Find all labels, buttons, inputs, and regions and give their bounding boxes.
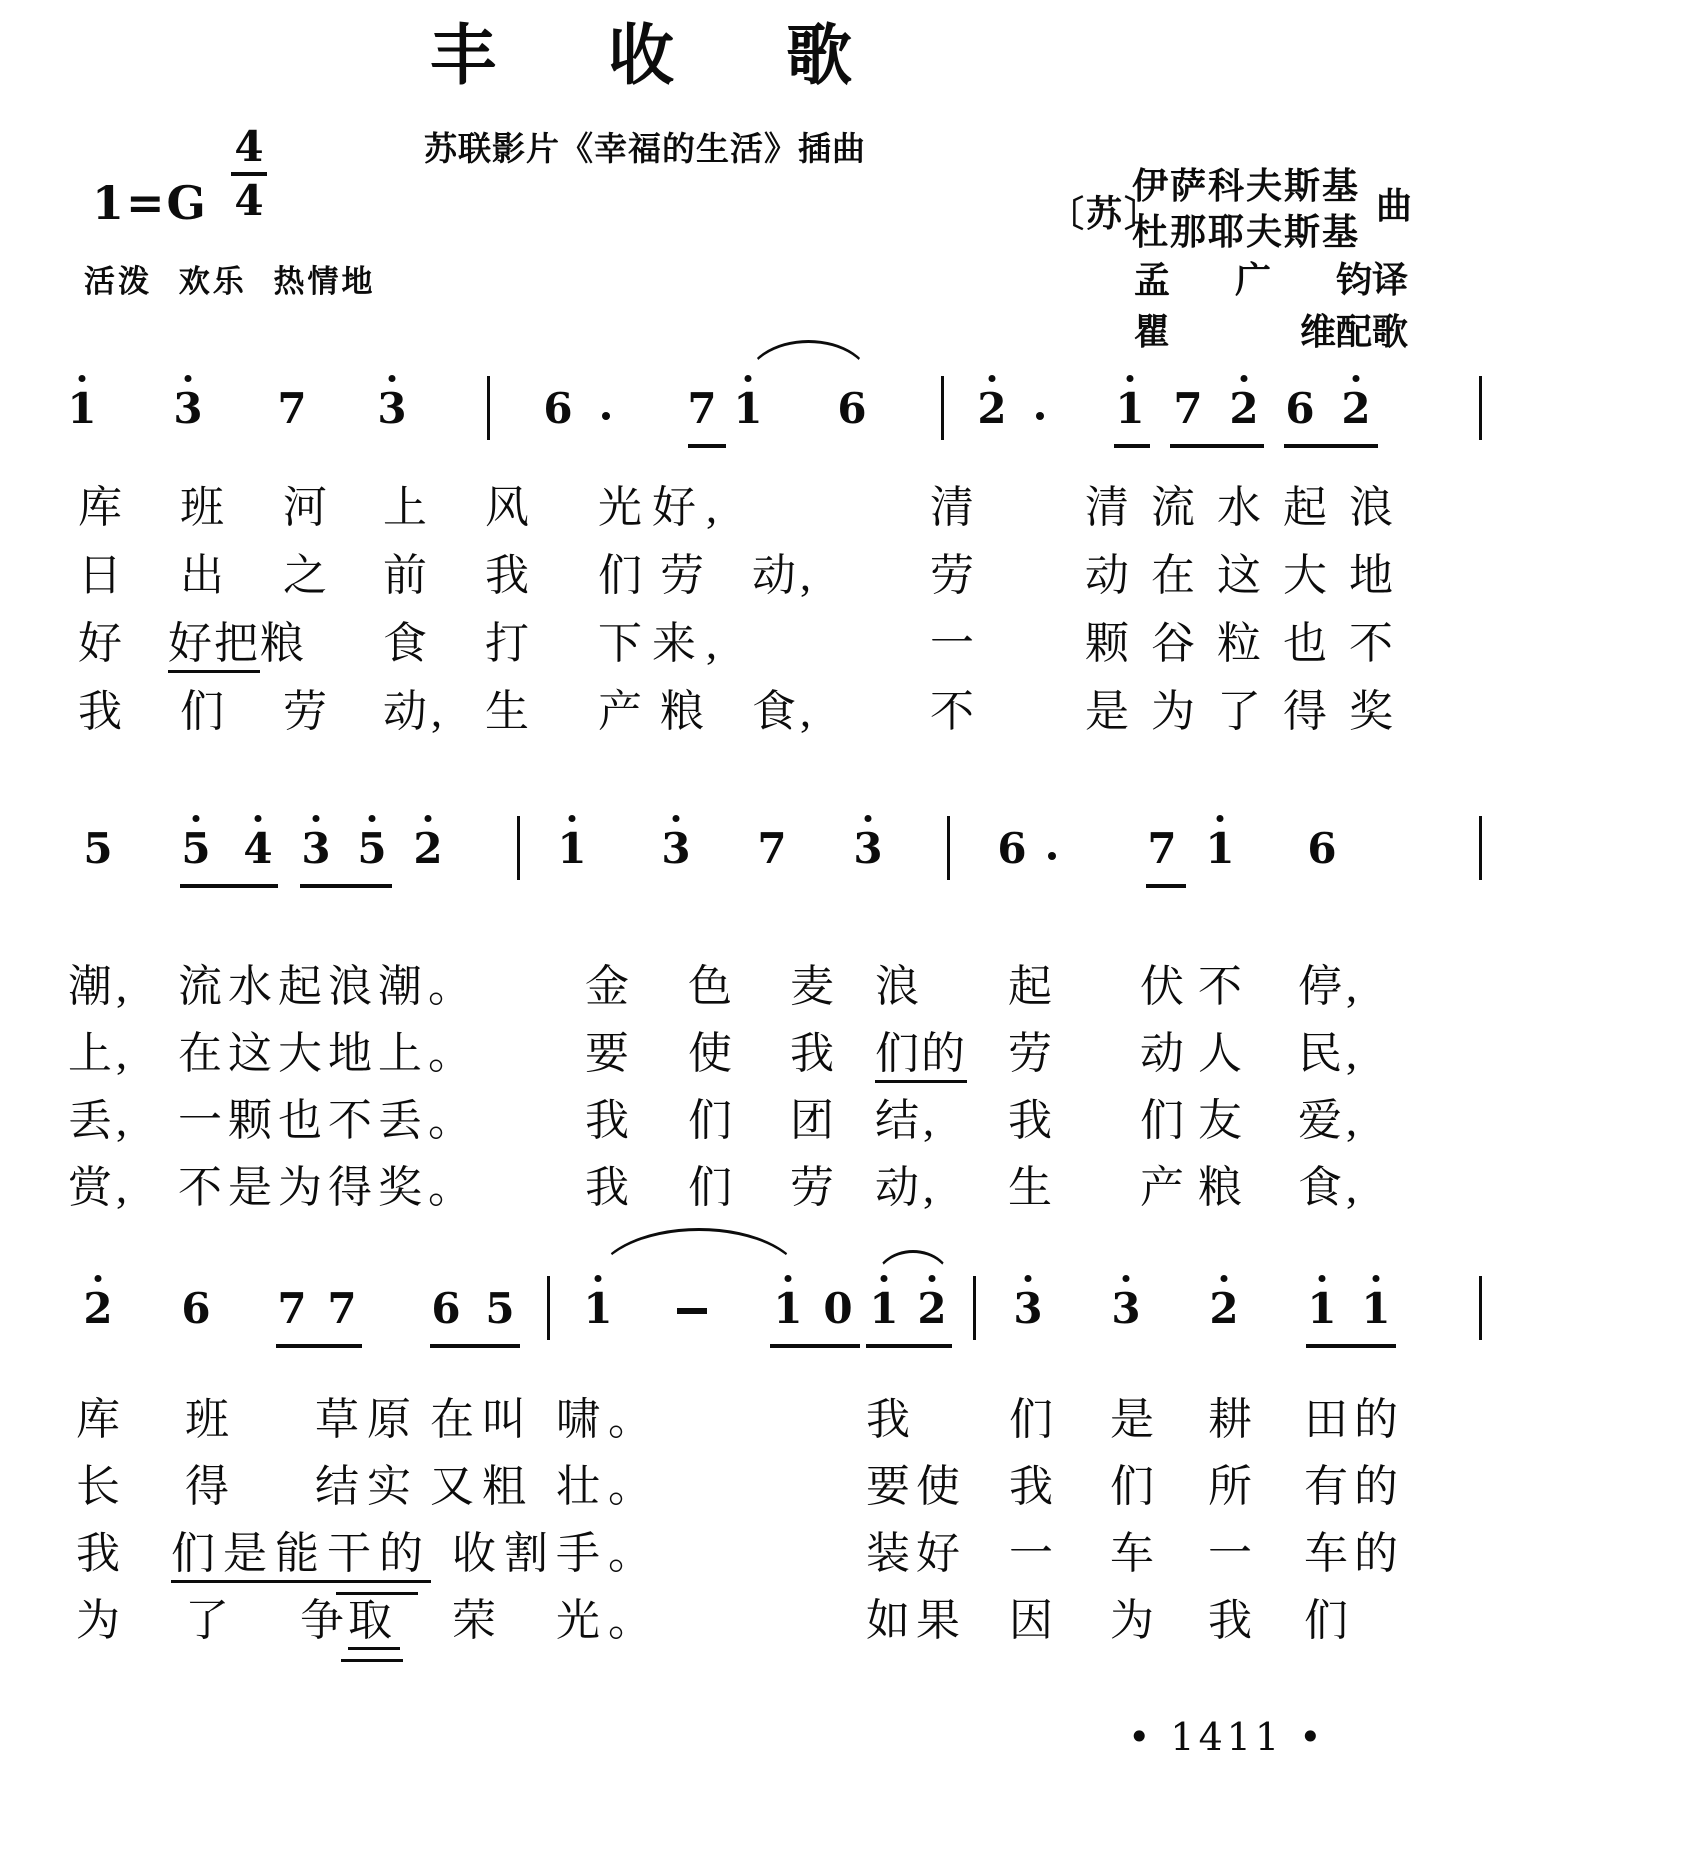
note: 6 bbox=[1285, 384, 1315, 433]
beam-underline bbox=[866, 1344, 952, 1348]
note: 1 bbox=[726, 388, 770, 430]
lyric-syllable: 们 bbox=[688, 1163, 740, 1212]
lyric-syllable: 动, bbox=[752, 551, 815, 600]
lyric-syllable: 食, bbox=[752, 687, 815, 736]
octave-dot bbox=[1319, 1275, 1326, 1282]
lyric-syllable: 食 bbox=[383, 619, 435, 668]
lyric-syllable: 在叫 bbox=[430, 1395, 534, 1444]
lyric-syllable: 起 bbox=[1008, 962, 1060, 1011]
note: 1 bbox=[1108, 388, 1152, 430]
note: 7 bbox=[687, 384, 717, 433]
note: 6 bbox=[181, 1284, 211, 1333]
barline bbox=[973, 1276, 976, 1340]
beam-underline bbox=[276, 1344, 362, 1348]
lyric-syllable: 一 bbox=[1009, 1529, 1061, 1578]
lyric-syllable: 要 bbox=[585, 1029, 637, 1078]
lyric-syllable: 我 bbox=[790, 1029, 842, 1078]
octave-dot bbox=[425, 815, 432, 822]
lyric-syllable: 风 bbox=[485, 483, 537, 532]
lyric-syllable: 在这大地上。 bbox=[178, 1029, 478, 1078]
lyric-syllable: 产粮 bbox=[598, 687, 722, 736]
lyric-syllable: 们 bbox=[1304, 1596, 1356, 1645]
note: 1 bbox=[550, 828, 594, 870]
octave-dot bbox=[369, 815, 376, 822]
lyric-syllable: 上 bbox=[383, 483, 435, 532]
note: 2 bbox=[910, 1288, 954, 1330]
lyric-syllable: 们的 bbox=[875, 1032, 967, 1083]
lyric-syllable: 我 bbox=[585, 1163, 637, 1212]
lyric-syllable: 们劳 bbox=[598, 551, 722, 600]
lyric-syllable: 流水起浪潮。 bbox=[178, 962, 478, 1011]
lyric-syllable: 长 bbox=[76, 1462, 128, 1511]
title-char: 丰 bbox=[430, 20, 496, 93]
lyric-syllable: 上, bbox=[68, 1029, 131, 1078]
lyric-syllable: 丢, bbox=[68, 1096, 131, 1145]
time-signature-numerator: 4 bbox=[234, 122, 264, 171]
lyric-syllable: 下来, bbox=[598, 619, 727, 668]
subtitle: 苏联影片《幸福的生活》插曲 bbox=[424, 132, 866, 168]
lyric-syllable: 伏不 bbox=[1140, 962, 1256, 1011]
octave-dot bbox=[989, 375, 996, 382]
lyric-syllable: 为 bbox=[1110, 1596, 1162, 1645]
credit-arranger bbox=[1134, 314, 1408, 350]
note: 3 bbox=[846, 828, 890, 870]
lyric-syllable: 停, bbox=[1298, 962, 1361, 1011]
page-number-bullet: • bbox=[1128, 1715, 1155, 1759]
lyric-syllable: 劳 bbox=[930, 551, 982, 600]
lyric-syllable: 食, bbox=[1298, 1163, 1361, 1212]
lyric-syllable: 一颗也不丢。 bbox=[178, 1096, 478, 1145]
slur-arc bbox=[594, 1228, 804, 1283]
lyric-syllable: 不是为得奖。 bbox=[178, 1163, 478, 1212]
barline bbox=[941, 376, 944, 440]
lyric-syllable: 如果 bbox=[866, 1596, 966, 1645]
lyric-syllable: 好 bbox=[78, 619, 130, 668]
note: 5 bbox=[174, 828, 218, 870]
slur-arc bbox=[874, 1250, 952, 1283]
beam-underline bbox=[1306, 1344, 1396, 1348]
lyric-syllable: 我 bbox=[585, 1096, 637, 1145]
lyric-syllable: 了 bbox=[185, 1596, 237, 1645]
augmentation-dot bbox=[602, 412, 610, 420]
note: 7 bbox=[327, 1284, 357, 1333]
augmentation-dot bbox=[1036, 412, 1044, 420]
lyric-syllable: 劳 bbox=[790, 1163, 842, 1212]
lyric-syllable: 我 bbox=[1208, 1596, 1260, 1645]
lyric-syllable: 田的 bbox=[1304, 1395, 1404, 1444]
lyric-syllable: 又粗 bbox=[430, 1462, 534, 1511]
lyric-syllable: 争 bbox=[300, 1596, 352, 1645]
beam-underline bbox=[180, 884, 278, 888]
lyric-syllable: 啸。 bbox=[556, 1395, 660, 1444]
lyric-syllable: 前 bbox=[383, 551, 435, 600]
lyric-syllable: 车的 bbox=[1304, 1529, 1404, 1578]
note: 2 bbox=[1334, 388, 1378, 430]
lyric-syllable: 得 bbox=[185, 1462, 237, 1511]
lyric-syllable: 们友 bbox=[1140, 1096, 1256, 1145]
lyric-syllable: 日 bbox=[78, 551, 130, 600]
lyric-syllable: 团 bbox=[790, 1096, 842, 1145]
lyric-syllable: 清 bbox=[930, 483, 982, 532]
lyric-syllable: 结, bbox=[875, 1096, 938, 1145]
page-number-bullet: • bbox=[1299, 1715, 1326, 1759]
lyric-syllable: 麦 bbox=[790, 962, 842, 1011]
octave-dot bbox=[673, 815, 680, 822]
lyric-syllable: 我 bbox=[866, 1395, 918, 1444]
note: 4 bbox=[236, 828, 280, 870]
lyric-syllable: 因 bbox=[1009, 1596, 1061, 1645]
lyric-double-underline bbox=[341, 1659, 403, 1662]
barline bbox=[1479, 816, 1482, 880]
note: 1 bbox=[862, 1288, 906, 1330]
note: 7 bbox=[1173, 384, 1203, 433]
key-signature: 1=G bbox=[92, 176, 208, 230]
note: 1 bbox=[766, 1288, 810, 1330]
note: 7 bbox=[757, 824, 787, 873]
lyric-syllable: 我 bbox=[1009, 1462, 1061, 1511]
lyric-syllable: 一 bbox=[930, 619, 982, 668]
barline bbox=[517, 816, 520, 880]
page-number-value: 1411 bbox=[1170, 1715, 1284, 1759]
lyric-syllable: 动, bbox=[383, 687, 446, 736]
note: 3 bbox=[294, 828, 338, 870]
note: 6 bbox=[1307, 824, 1337, 873]
lyric-syllable: 劳 bbox=[283, 687, 335, 736]
lyric-syllable: 结实 bbox=[315, 1462, 419, 1511]
note: 2 bbox=[1202, 1288, 1246, 1330]
beam-underline bbox=[1170, 444, 1264, 448]
lyric-syllable: 有的 bbox=[1304, 1462, 1404, 1511]
lyric-syllable: 赏, bbox=[68, 1163, 131, 1212]
credit-translator-part: 广 bbox=[1234, 260, 1271, 300]
lyric-syllable: 生 bbox=[485, 687, 537, 736]
lyric-syllable: 装好 bbox=[866, 1529, 966, 1578]
augmentation-dot bbox=[1048, 852, 1056, 860]
octave-dot bbox=[313, 815, 320, 822]
note: 1 bbox=[1354, 1288, 1398, 1330]
note: 3 bbox=[654, 828, 698, 870]
note: 1 bbox=[1198, 828, 1242, 870]
credit-composer-role: 曲 bbox=[1376, 186, 1415, 226]
lyric-syllable: 好把 bbox=[168, 622, 260, 673]
title-char: 歌 bbox=[786, 20, 852, 93]
lyric-syllable: 金 bbox=[585, 962, 637, 1011]
credit-arranger-part: 维配歌 bbox=[1299, 312, 1408, 352]
lyric-syllable: 使 bbox=[688, 1029, 740, 1078]
note: 7 bbox=[1147, 824, 1177, 873]
lyric-syllable: 光。 bbox=[556, 1596, 660, 1645]
barline bbox=[487, 376, 490, 440]
credit-translator-part: 钧译 bbox=[1335, 260, 1408, 300]
note: 5 bbox=[83, 824, 113, 873]
tempo-marking: 活泼 欢乐 热情地 bbox=[84, 264, 376, 299]
barline bbox=[1479, 376, 1482, 440]
lyric-syllable: 打 bbox=[485, 619, 537, 668]
lyric-syllable: 产粮 bbox=[1140, 1163, 1256, 1212]
lyric-syllable: 我 bbox=[78, 687, 130, 736]
beam-underline bbox=[1114, 444, 1150, 448]
credit-composer-2: 杜那耶夫斯基 bbox=[1132, 212, 1361, 252]
lyric-syllable: 收割 bbox=[452, 1529, 556, 1578]
lyric-syllable: 生 bbox=[1008, 1163, 1060, 1212]
time-signature-denominator: 4 bbox=[234, 176, 264, 225]
beam-underline bbox=[300, 884, 392, 888]
note: 0 bbox=[823, 1284, 853, 1333]
barline bbox=[947, 816, 950, 880]
note: 3 bbox=[1006, 1288, 1050, 1330]
note: 3 bbox=[370, 388, 414, 430]
note: 2 bbox=[76, 1288, 120, 1330]
lyric-syllable: 库 bbox=[78, 483, 130, 532]
beam-underline bbox=[1146, 884, 1186, 888]
lyric-syllable: 民, bbox=[1298, 1029, 1361, 1078]
lyric-syllable: 班 bbox=[180, 483, 232, 532]
octave-dot bbox=[1221, 1275, 1228, 1282]
lyric-syllable: 荣 bbox=[452, 1596, 504, 1645]
beam-underline bbox=[1284, 444, 1378, 448]
note: 2 bbox=[1222, 388, 1266, 430]
lyric-syllable: 车 bbox=[1110, 1529, 1162, 1578]
lyric-syllable: 们 bbox=[180, 687, 232, 736]
octave-dot bbox=[1373, 1275, 1380, 1282]
note: 7 bbox=[277, 384, 307, 433]
lyric-syllable: 动在这大地 bbox=[1085, 551, 1415, 600]
dash-note bbox=[677, 1308, 707, 1314]
lyric-syllable: 草原 bbox=[315, 1395, 419, 1444]
octave-dot bbox=[1123, 1275, 1130, 1282]
lyric-syllable: 我 bbox=[76, 1529, 128, 1578]
octave-dot bbox=[569, 815, 576, 822]
lyric-syllable: 班 bbox=[185, 1395, 237, 1444]
page-number bbox=[1128, 1715, 1326, 1759]
note: 3 bbox=[166, 388, 210, 430]
barline bbox=[547, 1276, 550, 1340]
note: 5 bbox=[350, 828, 394, 870]
note: 6 bbox=[997, 824, 1027, 873]
lyric-syllable: 动人 bbox=[1140, 1029, 1256, 1078]
lyric-syllable: 色 bbox=[688, 962, 740, 1011]
beam-underline bbox=[430, 1344, 520, 1348]
lyric-syllable: 之 bbox=[283, 551, 335, 600]
lyric-syllable: 潮, bbox=[68, 962, 131, 1011]
octave-dot bbox=[1241, 375, 1248, 382]
lyric-syllable: 我 bbox=[485, 551, 537, 600]
octave-dot bbox=[185, 375, 192, 382]
lyric-syllable: 手。 bbox=[556, 1529, 660, 1578]
lyric-syllable: 是为了得奖 bbox=[1085, 687, 1415, 736]
slur-arc bbox=[745, 340, 872, 383]
beam-underline bbox=[770, 1344, 860, 1348]
lyric-syllable: 们 bbox=[688, 1096, 740, 1145]
lyric-syllable: 所 bbox=[1208, 1462, 1260, 1511]
lyric-syllable: 清流水起浪 bbox=[1085, 483, 1415, 532]
lyric-syllable: 们 bbox=[1009, 1395, 1061, 1444]
lyric-syllable: 爱, bbox=[1298, 1096, 1361, 1145]
lyric-syllable: 颗谷粒也不 bbox=[1085, 619, 1415, 668]
lyric-syllable: 为 bbox=[76, 1596, 128, 1645]
lyric-syllable: 一 bbox=[1208, 1529, 1260, 1578]
lyric-double-underline bbox=[336, 1592, 418, 1595]
note: 6 bbox=[543, 384, 573, 433]
lyric-syllable: 劳 bbox=[1008, 1029, 1060, 1078]
credit-translator bbox=[1134, 262, 1408, 298]
note: 1 bbox=[60, 388, 104, 430]
barline bbox=[1479, 1276, 1482, 1340]
lyric-syllable: 取 bbox=[348, 1599, 400, 1650]
note: 2 bbox=[406, 828, 450, 870]
lyric-syllable: 要使 bbox=[866, 1462, 966, 1511]
lyric-syllable: 不 bbox=[930, 687, 982, 736]
note: 5 bbox=[485, 1284, 515, 1333]
beam-underline bbox=[688, 444, 726, 448]
lyric-syllable: 光好, bbox=[598, 483, 727, 532]
octave-dot bbox=[79, 375, 86, 382]
octave-dot bbox=[255, 815, 262, 822]
note: 7 bbox=[277, 1284, 307, 1333]
octave-dot bbox=[1217, 815, 1224, 822]
note: 3 bbox=[1104, 1288, 1148, 1330]
note: 2 bbox=[970, 388, 1014, 430]
lyric-syllable: 们 bbox=[1110, 1462, 1162, 1511]
lyric-syllable: 浪 bbox=[875, 962, 927, 1011]
lyric-syllable: 河 bbox=[283, 483, 335, 532]
lyric-syllable: 出 bbox=[180, 551, 232, 600]
note: 6 bbox=[431, 1284, 461, 1333]
octave-dot bbox=[95, 1275, 102, 1282]
lyric-syllable: 耕 bbox=[1208, 1395, 1260, 1444]
lyric-syllable: 粮 bbox=[260, 619, 312, 668]
octave-dot bbox=[193, 815, 200, 822]
octave-dot bbox=[1025, 1275, 1032, 1282]
title-char: 收 bbox=[608, 20, 674, 93]
credit-composer-1: 伊萨科夫斯基 bbox=[1132, 166, 1361, 206]
credit-arranger-part: 瞿 bbox=[1134, 312, 1171, 352]
lyric-syllable: 们是能干的 bbox=[171, 1532, 431, 1583]
lyric-syllable: 壮。 bbox=[556, 1462, 660, 1511]
lyric-syllable: 动, bbox=[875, 1163, 938, 1212]
octave-dot bbox=[865, 815, 872, 822]
lyric-syllable: 我 bbox=[1008, 1096, 1060, 1145]
page-title bbox=[430, 20, 852, 93]
lyric-syllable: 是 bbox=[1110, 1395, 1162, 1444]
credit-translator-part: 孟 bbox=[1134, 260, 1171, 300]
octave-dot bbox=[1353, 375, 1360, 382]
time-signature bbox=[226, 122, 272, 225]
octave-dot bbox=[389, 375, 396, 382]
note: 1 bbox=[576, 1288, 620, 1330]
note: 1 bbox=[1300, 1288, 1344, 1330]
credit-origin: 〔苏〕 bbox=[1048, 194, 1163, 234]
note: 6 bbox=[837, 384, 867, 433]
octave-dot bbox=[1127, 375, 1134, 382]
lyric-syllable: 库 bbox=[76, 1395, 128, 1444]
